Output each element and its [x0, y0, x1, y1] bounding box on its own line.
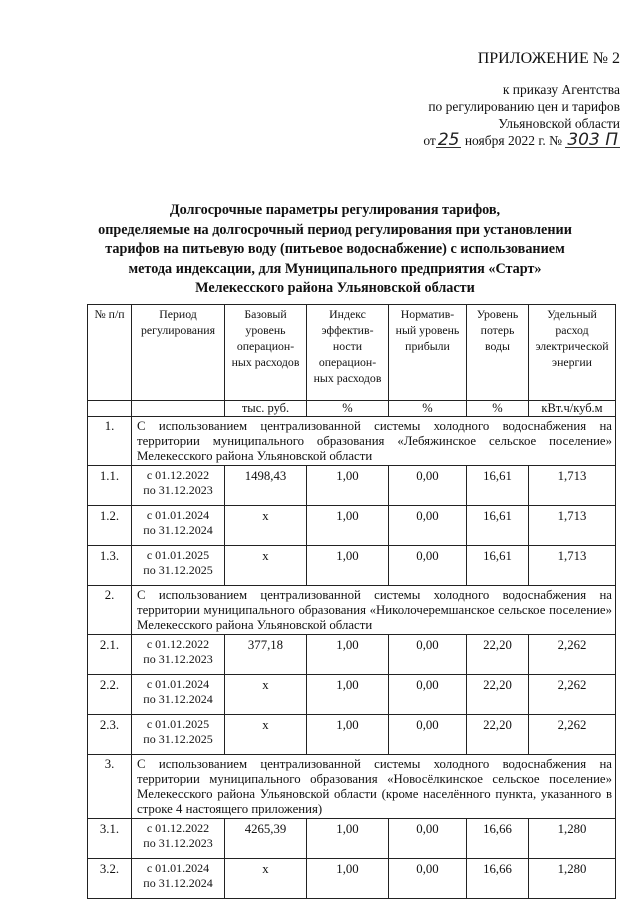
unit-profit: %	[389, 401, 467, 417]
cell-profit: 0,00	[389, 546, 467, 586]
header-profit: Норматив-ный уровень прибыли	[389, 305, 467, 401]
section-description: С использованием централизованной системы холодного водоснабжения на территории муниципального образования «Лебяжинское сельское поселение» Мелекесского района Ульяновской области	[132, 417, 616, 466]
row-number: 1.1.	[88, 466, 132, 506]
period-to: по 31.12.2023	[143, 652, 213, 666]
heading-line-4: метода индексации, для Муниципального предприятия «Старт»	[128, 260, 542, 277]
cell-energy: 1,713	[529, 466, 616, 506]
cell-profit: 0,00	[389, 819, 467, 859]
cell-energy: 1,713	[529, 506, 616, 546]
cell-base: 1498,43	[225, 466, 307, 506]
table-row	[88, 635, 616, 675]
appendix-title: ПРИЛОЖЕНИЕ № 2	[477, 50, 620, 67]
cell-index: 1,00	[307, 675, 389, 715]
parameters-table	[87, 304, 616, 899]
cell-loss: 22,20	[467, 635, 529, 675]
date-prefix: от	[423, 133, 436, 148]
cell-loss: 16,61	[467, 546, 529, 586]
period-to: по 31.12.2025	[143, 563, 213, 577]
units-empty	[88, 401, 132, 417]
cell-energy: 1,280	[529, 859, 616, 899]
handwritten-order-number: 303 П	[567, 130, 618, 150]
row-number: 2.1.	[88, 635, 132, 675]
cell-profit: 0,00	[389, 675, 467, 715]
table-row	[88, 819, 616, 859]
row-period	[132, 466, 225, 506]
cell-base: x	[225, 546, 307, 586]
heading-line-2: определяемые на долгосрочный период регулирования при установлении	[98, 221, 572, 238]
table-row	[88, 715, 616, 755]
appendix-line-2: по регулированию цен и тарифов	[428, 99, 620, 114]
period-from: с 01.01.2025	[146, 548, 210, 562]
section-number: 3.	[88, 755, 132, 819]
cell-base: x	[225, 506, 307, 546]
cell-loss: 16,66	[467, 859, 529, 899]
heading-line-3: тарифов на питьевую воду (питьевое водоснабжение) с использованием	[105, 241, 565, 257]
table-row	[88, 506, 616, 546]
section-number: 2.	[88, 586, 132, 635]
section-description: С использованием централизованной системы холодного водоснабжения на территории муниципального образования «Николочеремшанское сельское поселение» Мелекесского района Ульяновской области	[132, 586, 616, 635]
units-empty	[132, 401, 225, 417]
appendix-line-3: Ульяновской области	[498, 116, 620, 131]
period-to: по 31.12.2023	[143, 483, 213, 497]
section-description: С использованием централизованной системы холодного водоснабжения на территории муниципального образования «Новосёлкинское сельское поселение» Мелекесского района Ульяновской области (кроме населённого пункта, указанного в строке 4 настоящего приложения)	[132, 755, 616, 819]
cell-index: 1,00	[307, 506, 389, 546]
row-number: 2.2.	[88, 675, 132, 715]
cell-loss: 22,20	[467, 675, 529, 715]
cell-index: 1,00	[307, 466, 389, 506]
period-to: по 31.12.2024	[143, 692, 213, 706]
period-from: с 01.01.2024	[146, 677, 210, 691]
cell-energy: 2,262	[529, 675, 616, 715]
period-to: по 31.12.2023	[143, 836, 213, 850]
appendix-line-1: к приказу Агентства	[502, 82, 620, 97]
cell-energy: 1,713	[529, 546, 616, 586]
period-from: с 01.01.2024	[146, 861, 210, 875]
cell-profit: 0,00	[389, 466, 467, 506]
section-row	[88, 417, 616, 466]
cell-index: 1,00	[307, 859, 389, 899]
period-to: по 31.12.2025	[143, 732, 213, 746]
row-number: 2.3.	[88, 715, 132, 755]
handwritten-day: 25	[437, 130, 460, 150]
cell-index: 1,00	[307, 635, 389, 675]
row-period	[132, 635, 225, 675]
cell-loss: 16,61	[467, 466, 529, 506]
header-index: Индекс эффектив-ности операцион-ных расходов	[307, 305, 389, 401]
section-row	[88, 586, 616, 635]
table-row	[88, 466, 616, 506]
header-energy: Удельный расход электрической энергии	[529, 305, 616, 401]
cell-loss: 16,61	[467, 506, 529, 546]
cell-energy: 1,280	[529, 819, 616, 859]
row-number: 1.3.	[88, 546, 132, 586]
cell-index: 1,00	[307, 819, 389, 859]
section-number: 1.	[88, 417, 132, 466]
cell-profit: 0,00	[389, 859, 467, 899]
date-rest: ноября 2022 г. №	[464, 133, 562, 148]
document-heading	[70, 201, 600, 299]
cell-profit: 0,00	[389, 715, 467, 755]
unit-base: тыс. руб.	[225, 401, 307, 417]
unit-loss: %	[467, 401, 529, 417]
cell-profit: 0,00	[389, 506, 467, 546]
heading-line-1: Долгосрочные параметры регулирования тарифов,	[169, 202, 501, 218]
cell-index: 1,00	[307, 715, 389, 755]
period-from: с 01.12.2022	[146, 821, 210, 835]
cell-base: 377,18	[225, 635, 307, 675]
unit-energy: кВт.ч/куб.м	[529, 401, 616, 417]
table-body	[88, 417, 616, 899]
section-row	[88, 755, 616, 819]
period-from: с 01.12.2022	[146, 637, 210, 651]
cell-index: 1,00	[307, 546, 389, 586]
header-row	[88, 305, 616, 401]
cell-base: 4265,39	[225, 819, 307, 859]
row-period	[132, 715, 225, 755]
appendix-date-line	[423, 130, 620, 150]
table-row	[88, 546, 616, 586]
cell-base: x	[225, 675, 307, 715]
cell-profit: 0,00	[389, 635, 467, 675]
cell-energy: 2,262	[529, 635, 616, 675]
unit-index: %	[307, 401, 389, 417]
cell-loss: 16,66	[467, 819, 529, 859]
row-period	[132, 546, 225, 586]
cell-energy: 2,262	[529, 715, 616, 755]
period-to: по 31.12.2024	[143, 876, 213, 890]
units-row	[88, 401, 616, 417]
row-number: 3.1.	[88, 819, 132, 859]
cell-base: x	[225, 715, 307, 755]
row-number: 3.2.	[88, 859, 132, 899]
header-period: Период регулирования	[132, 305, 225, 401]
row-period	[132, 506, 225, 546]
period-to: по 31.12.2024	[143, 523, 213, 537]
row-period	[132, 819, 225, 859]
header-loss: Уровень потерь воды	[467, 305, 529, 401]
cell-base: x	[225, 859, 307, 899]
heading-line-5: Мелекесского района Ульяновской области	[195, 280, 475, 296]
row-period	[132, 675, 225, 715]
header-num: № п/п	[88, 305, 132, 401]
period-from: с 01.01.2025	[146, 717, 210, 731]
period-from: с 01.01.2024	[146, 508, 210, 522]
cell-loss: 22,20	[467, 715, 529, 755]
row-period	[132, 859, 225, 899]
header-base: Базовый уровень операцион-ных расходов	[225, 305, 307, 401]
table-row	[88, 675, 616, 715]
table-row	[88, 859, 616, 899]
period-from: с 01.12.2022	[146, 468, 210, 482]
row-number: 1.2.	[88, 506, 132, 546]
